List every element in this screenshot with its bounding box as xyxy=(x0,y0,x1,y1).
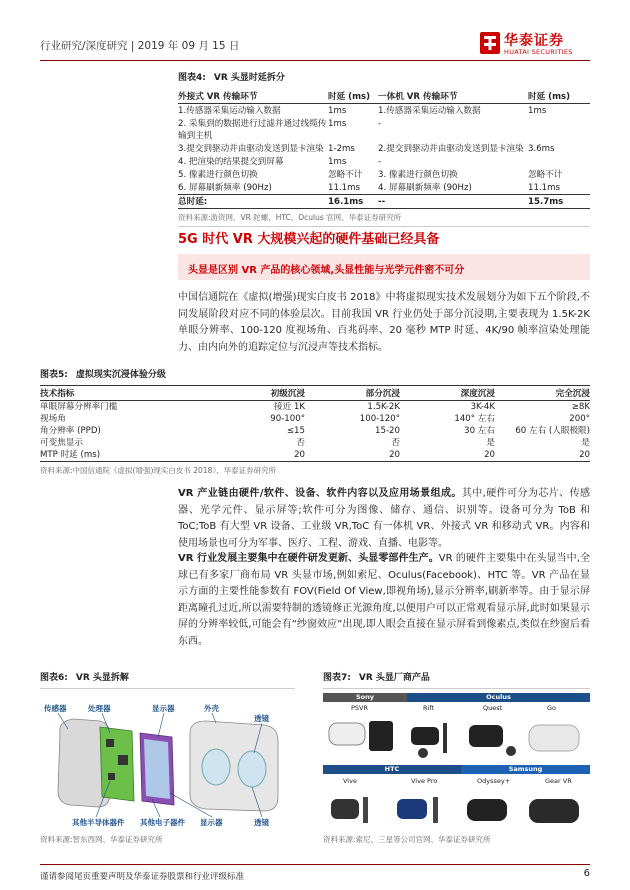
table-cell: 30 左右 xyxy=(464,426,495,436)
footer-disclaimer: 谨请参阅尾页重要声明及华泰证券股票和行业评级标准 xyxy=(40,872,245,882)
table-row xyxy=(178,142,590,155)
table-cell: 5. 像素进行颜色切换 xyxy=(178,169,258,180)
table-cell: MTP 时延 (ms) xyxy=(40,449,210,462)
table-header-cell: 完全沉浸 xyxy=(495,386,590,401)
figure7-block xyxy=(323,670,590,833)
quest-headset-image xyxy=(469,725,503,747)
diagram-label: 透镜 xyxy=(254,818,269,827)
table-row xyxy=(178,168,590,181)
table-cell: 60 左右 (人眼极限) xyxy=(515,426,590,436)
table-cell: 1ms xyxy=(328,118,347,129)
table-cell: 是 xyxy=(581,438,590,448)
table-cell: 2. 采集到的数据进行过滤并通过线缆传输到主机 xyxy=(178,118,327,141)
table-cell: 忽略不计 xyxy=(528,169,563,180)
table-total-row xyxy=(178,195,590,209)
chip-shape xyxy=(106,739,114,747)
table-cell: 否 xyxy=(391,438,400,448)
diagram-label: 处理器 xyxy=(88,704,111,713)
table-cell: 2.提交到驱动并由驱动发送到显卡渲染 xyxy=(378,143,524,154)
section-subtitle: 头显是区别 VR 产品的核心领域,头显性能与光学元件密不可分 xyxy=(188,265,465,276)
rift-controller-image xyxy=(418,748,428,758)
ps-camera-image xyxy=(369,721,393,751)
diagram-label: 显示器 xyxy=(200,818,223,827)
table-header-cell: 初级沉浸 xyxy=(210,386,305,401)
paragraph-3-body: VR 的硬件主要集中在头显当中,全球已有多家厂商布局 VR 头显市场,例如索尼、Oculus(Facebook)、HTC 等。VR 产品在显示方面的主要性能参数有 FOV(Field Of View,即视角场),显示分辨率,刷新率等。由于显示屏距离瞳孔过近,所以需要特制的透镜修正光源角度,以便用户可以正常观看显示屏,此时如果显示屏的分辨率较低,可能会有“纱窗效应”出现,即人眼会直接在显示屏看到像素点,类似在纱窗后看东西。 xyxy=(178,553,590,647)
table-cell: 11.1ms xyxy=(328,182,360,193)
brand-bar-samsung: Samsung xyxy=(461,765,590,774)
vive-headset-image xyxy=(331,799,359,819)
figure7-rule xyxy=(323,688,590,689)
table-row xyxy=(40,401,590,414)
rift-sensor-image xyxy=(443,723,447,753)
chip-shape xyxy=(108,773,115,780)
brand-bar-oculus: Oculus xyxy=(407,693,590,702)
rift-headset-image xyxy=(411,727,439,745)
gear-vr-headset-image xyxy=(529,799,579,823)
table-cell: 单眼屏幕分辨率门槛 xyxy=(40,402,118,412)
subtitle-bar xyxy=(178,254,590,280)
table-cell: - xyxy=(378,156,382,167)
table-cell: 可变焦显示 xyxy=(40,438,83,448)
table-header-row xyxy=(40,386,590,401)
header-text: 行业研究/深度研究 | 2019 年 09 月 15 日 xyxy=(40,40,240,52)
page-number: 6 xyxy=(583,868,590,879)
table-cell: 忽略不计 xyxy=(328,169,363,180)
table-row xyxy=(40,413,590,425)
product-images-row1 xyxy=(323,713,590,763)
circuit-board-shape xyxy=(100,727,134,801)
display-screen-shape xyxy=(144,739,170,799)
paragraph-1: 中国信通院在《虚拟(增强)现实白皮书 2018》中将虚拟现实技术发展划分为如下五个阶段,不同发展阶段对应不同的体验层次。目前我国 VR 行业仍处于部分沉浸期,主要表现为 1.5K-2K 单眼分辨率、100-120 度视场角、百兆码率、20 毫秒 MTP 时延、4K/90 帧率渲染处理能力、由内向外的追踪定位与沉浸声等技术指标。 xyxy=(178,292,590,353)
table-cell: 1.传感器采集运动输入数据 xyxy=(378,105,481,116)
table-cell: 16.1ms xyxy=(328,195,378,209)
table-cell: ≤15 xyxy=(286,426,305,436)
huatai-logo-icon xyxy=(480,32,500,54)
logo-text-cn: 华泰证券 xyxy=(504,33,564,49)
table5-block xyxy=(40,367,590,476)
table-cell: 1ms xyxy=(328,156,347,167)
table-cell: 100-120° xyxy=(359,414,400,424)
product-label: Vive Pro xyxy=(411,777,438,785)
quest-controller-image xyxy=(506,746,516,756)
paragraph-3 xyxy=(178,551,590,650)
chip-shape xyxy=(118,755,128,765)
vr-headset-exploded-diagram xyxy=(40,693,295,833)
figure6-title: 图表6: VR 头显拆解 xyxy=(40,673,129,683)
table4-block xyxy=(178,70,590,227)
brand-bar-sony: Sony xyxy=(323,693,407,702)
table-cell: 3. 像素进行颜色切换 xyxy=(378,169,458,180)
product-images-row2 xyxy=(323,787,590,835)
table-cell: 1ms xyxy=(328,105,347,116)
table-cell: 20 xyxy=(495,449,590,462)
product-label: Go xyxy=(547,704,557,712)
table-cell: 20 xyxy=(210,449,305,462)
diagram-label: 传感器 xyxy=(44,704,67,713)
table-cell: 1-2ms xyxy=(328,143,355,154)
product-label: Quest xyxy=(483,704,503,712)
page-header xyxy=(40,30,590,58)
table5-source: 资料来源:中国信通院《虚拟(增强)现实白皮书 2018》、华泰证券研究所 xyxy=(40,466,277,475)
diagram-label: 其他电子器件 xyxy=(140,818,185,827)
table-cell: 3K-4K xyxy=(470,402,495,412)
figure6-rule xyxy=(40,688,295,689)
table-cell: 总时延: xyxy=(178,195,328,209)
paragraph-2-lead: VR 产业链由硬件/软件、设备、软件内容以及应用场景组成。 xyxy=(178,488,462,499)
table-row xyxy=(40,437,590,449)
figure6-block xyxy=(40,670,295,833)
logo-text-en: HUATAI SECURITIES xyxy=(504,48,573,56)
table-header-cell: 时延 (ms) xyxy=(328,89,378,104)
table-cell: 20 xyxy=(400,449,495,462)
table-cell: 接近 1K xyxy=(273,402,305,412)
table-cell: 6. 屏幕刷新频率 (90Hz) xyxy=(178,182,272,193)
table-cell: 视场角 xyxy=(40,414,66,424)
table-cell: 4. 屏幕刷新频率 (90Hz) xyxy=(378,182,472,193)
immersion-level-table xyxy=(40,385,590,462)
lens-shape xyxy=(202,749,230,785)
table-cell: 4. 把渲染的结果提交到屏幕 xyxy=(178,156,284,167)
table-cell: 200° xyxy=(569,414,590,424)
paragraph-2-body: 其中,硬件可分为芯片、传感器、光学元件、显示屏等;软件可分为图像、储存、通信、识别等。设备可分为 ToB 和 ToC;ToB 有大型 VR 设备、工业级 VR,ToC 有一体机 VR、外接式 VR 和移动式 VR。内容和使用场景也可分为军事、医疗、工程、游戏、直播、电影等。 xyxy=(178,488,590,549)
product-label: Gear VR xyxy=(545,777,572,785)
table-header-cell: 深度沉浸 xyxy=(400,386,495,401)
product-label: Vive xyxy=(343,777,357,785)
paragraph-2 xyxy=(178,486,590,552)
table-cell: 否 xyxy=(296,438,305,448)
table-cell: 3.6ms xyxy=(528,143,555,154)
table-header-cell: 一体机 VR 传输环节 xyxy=(378,89,528,104)
table5-title: 图表5: 虚拟现实沉浸体验分级 xyxy=(40,370,166,380)
table-cell: 1.传感器采集运动输入数据 xyxy=(178,105,281,116)
table-header-cell: 部分沉浸 xyxy=(305,386,400,401)
odyssey-headset-image xyxy=(467,799,507,821)
table-cell: 15-20 xyxy=(375,426,400,436)
table-cell xyxy=(528,117,590,142)
product-grid xyxy=(323,693,590,833)
diagram-label: 外壳 xyxy=(204,704,219,713)
figure6-source: 资料来源:智东西网、华泰证券研究所 xyxy=(40,835,163,844)
product-label: PSVR xyxy=(351,704,369,712)
table-row xyxy=(178,155,590,168)
vive-pro-controller-image xyxy=(433,797,438,823)
table-header-cell: 时延 (ms) xyxy=(528,89,590,104)
table-cell: ≥8K xyxy=(571,402,590,412)
table-row xyxy=(178,117,590,142)
brand-bar-htc: HTC xyxy=(323,765,461,774)
table-cell: 1ms xyxy=(528,105,547,116)
table-header-row xyxy=(178,89,590,104)
table-row xyxy=(178,181,590,195)
huatai-logo xyxy=(480,30,590,58)
table-cell: 20 xyxy=(305,449,400,462)
table-cell: -- xyxy=(378,195,528,209)
table-cell: - xyxy=(378,118,382,129)
table-cell: 1.5K-2K xyxy=(367,402,400,412)
table4-source: 资料来源:游资网、VR 陀螺、HTC、Oculus 官网、华泰证券研究所 xyxy=(178,212,590,227)
vive-pro-headset-image xyxy=(397,799,427,819)
vr-latency-table xyxy=(178,89,590,209)
diagram-label: 透镜 xyxy=(254,714,269,723)
diagram-label: 其他半导体器件 xyxy=(72,818,125,827)
table-cell: 90-100° xyxy=(270,414,305,424)
footer-rule xyxy=(40,864,590,865)
table-cell: 角分辨率 (PPD) xyxy=(40,426,101,436)
table-cell: 140° 左右 xyxy=(454,414,495,424)
table-cell: 3.提交到驱动并由驱动发送到显卡渲染 xyxy=(178,143,324,154)
table-header-cell: 外接式 VR 传输环节 xyxy=(178,89,328,104)
paragraph-3-lead: VR 行业发展主要集中在硬件研发更新、头显零部件生产。 xyxy=(178,553,439,564)
psvr-headset-image xyxy=(329,723,365,745)
header-rule xyxy=(40,60,590,61)
lens-shape xyxy=(238,751,266,787)
section-title: 5G 时代 VR 大规模兴起的硬件基础已经具备 xyxy=(178,232,440,247)
table-row xyxy=(40,425,590,437)
table-cell: 是 xyxy=(486,438,495,448)
product-label: Odyssey+ xyxy=(477,777,511,785)
table-row xyxy=(40,449,590,462)
table-cell: 11.1ms xyxy=(528,182,560,193)
table-header-cell: 技术指标 xyxy=(40,386,210,401)
product-label: Rift xyxy=(423,704,435,712)
figure7-source: 资料来源:索尼、三星等公司官网、华泰证券研究所 xyxy=(323,835,491,844)
table-cell: 15.7ms xyxy=(528,195,590,209)
table-row xyxy=(178,104,590,118)
diagram-label: 显示器 xyxy=(152,704,175,713)
go-headset-image xyxy=(529,725,579,751)
vive-controller-image xyxy=(363,797,368,823)
figure7-title: 图表7: VR 头显厂商产品 xyxy=(323,673,430,683)
table4-title: 图表4: VR 头显时延拆分 xyxy=(178,73,285,83)
table-cell xyxy=(528,155,590,168)
